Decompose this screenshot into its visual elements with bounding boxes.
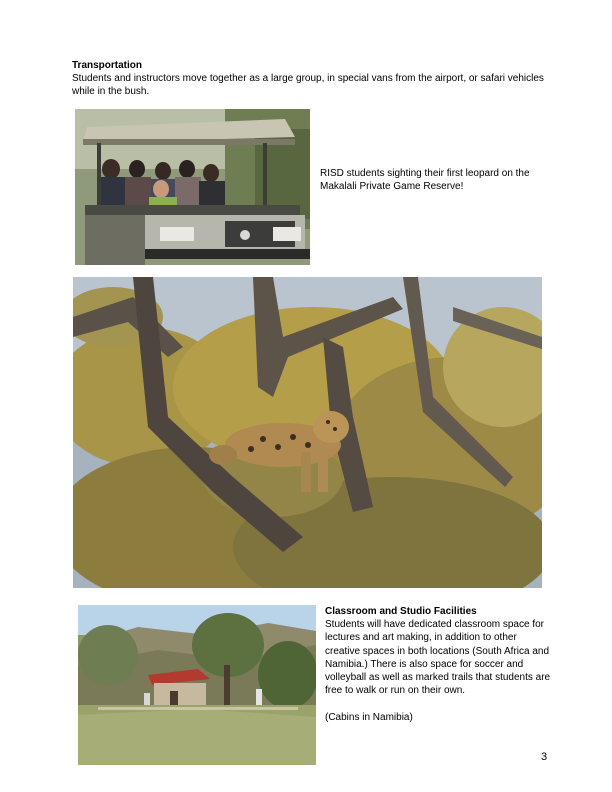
transportation-paragraph: Students and instructors move together as a large group, in special vans from the airport, or safari vehicles while in the bush. xyxy=(72,73,544,97)
facilities-heading: Classroom and Studio Facilities xyxy=(325,606,477,617)
safari-vehicle-photo xyxy=(75,109,310,265)
transportation-heading: Transportation xyxy=(72,60,143,71)
page-number: 3 xyxy=(541,751,548,763)
leopard-sighting-caption: RISD students sighting their first leopard on the Makalali Private Game Reserve! xyxy=(320,168,530,192)
namibia-cabins-photo xyxy=(78,605,316,765)
facilities-paragraph: Students will have dedicated classroom space for lectures and art making, in addition to other creative spaces in both locations (South Africa and Namibia.) There is also space for soccer and volleyball as well as marked trails that students are free to walk or run on their own. xyxy=(325,619,551,697)
facilities-section xyxy=(325,605,553,724)
leopard-in-tree-photo xyxy=(73,277,542,588)
cabins-caption: (Cabins in Namibia) xyxy=(325,711,413,723)
